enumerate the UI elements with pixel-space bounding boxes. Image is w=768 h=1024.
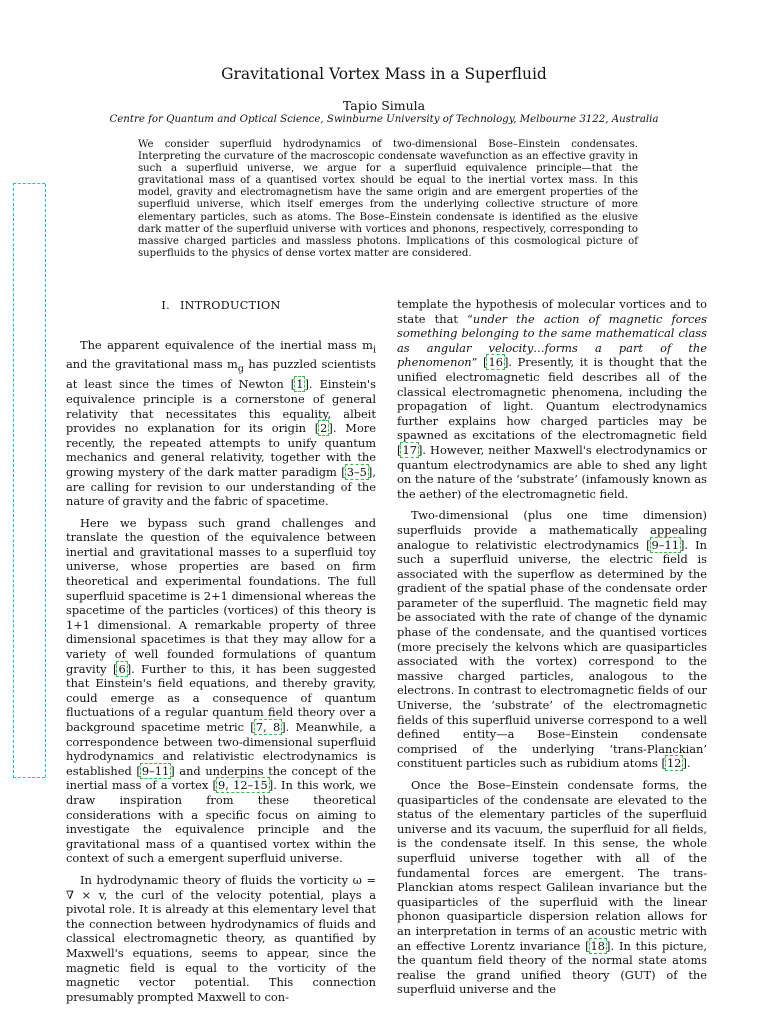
paragraph: Once the Bose–Einstein condensate forms, the quasiparticles of the condensate are elevated to the status of the elementary particles of the superfluid universe and its vacuum, the superfluid for all fields, is the condensate itself. In this sense, the whole superfluid universe together with all of the fundamental forces are emergent. The trans-Planckian atoms respect Galilean invariance but the quasiparticles of the superfluid with the linear phonon quasiparticle dispersion relation allows for an interpretation in terms of an acoustic metric with an effective Lorentz invariance [18]. In this picture, the quantum field theory of the normal state atoms realise the grand unified theory (GUT) of the superfluid universe and the <box>397 778 707 997</box>
right-column <box>397 297 707 1004</box>
citation-link[interactable]: 7, 8 <box>255 720 281 734</box>
citation-link[interactable]: 9–11 <box>141 763 170 778</box>
paper-author: Tapio Simula <box>342 98 426 113</box>
paragraph: template the hypothesis of molecular vortices and to state that “under the action of magnetic forces something belonging to the same mathematical class as angular velocity…forms a part of the phenomenon” [16]. Presently, it is thought that the unified electromagnetic field describes all of the classical electromagnetic phenomena, including the propagation of light. Quantum electrodynamics further explains how charged particles may be spawned as excitations of the electromagnetic field [17]. However, neither Maxwell's electrodynamics or quantum electrodynamics are able to shed any light on the nature of the ‘substrate’ (infamously known as the aether) of the electromagnetic field. <box>397 297 707 501</box>
citation-link[interactable]: 9–11 <box>651 537 679 552</box>
paragraph: Here we bypass such grand challenges and translate the question of the equivalence between inertial and gravitational masses to a superfluid toy universe, whose properties are based on firm theoretical and experimental foundations. The full superfluid spacetime is 2+1 dimensional whereas the spacetime of the particles (vortices) of this theory is 1+1 dimensional. A remarkable property of three dimensional spacetimes is that they may allow for a variety of well founded formulations of quantum gravity [6]. Further to this, it has been suggested that Einstein's field equations, and thereby gravity, could emerge as a consequence of quantum fluctuations of a regular quantum field theory over a background spacetime metric [7, 8]. Meanwhile, a correspondence between two-dimensional superfluid hydrodynamics and relativistic electrodynamics is established [9–11] and underpins the concept of the inertial mass of a vortex [9, 12–15]. In this work, we draw inspiration from these theoretical considerations with a specific focus on aiming to investigate the equivalence principle and the gravitational mass of a quantised vortex within the context of such a emergent superfluid universe. <box>66 515 376 866</box>
paper-affiliation: Centre for Quantum and Optical Science, Swinburne University of Technology, Melbourne 3122, Australia <box>109 114 659 125</box>
citation-link[interactable]: 3–5 <box>346 464 367 479</box>
citation-link[interactable]: 12 <box>666 756 682 771</box>
citation-link[interactable]: 16 <box>488 355 503 370</box>
citation-link[interactable]: 9, 12–15 <box>217 778 268 793</box>
citation-link[interactable]: 18 <box>590 938 606 953</box>
citation-link[interactable]: 17 <box>402 442 417 457</box>
paper-abstract: We consider superfluid hydrodynamics of two-dimensional Bose–Einstein condensates. Interpreting the curvature of the macroscopic condensate wavefunction as an effective gravity in such a superfluid universe, we argue for a superfluid equivalence principle—that the gravitational mass of a quantised vortex should be equal to the inertial vortex mass. In this model, gravity and electromagnetism have the same origin and are emergent properties of the superfluid universe, which itself emerges from the underlying collective structure of more elementary particles, such as atoms. The Bose–Einstein condensate is identified as the elusive dark matter of the superfluid universe with vortices and phonons, respectively, corresponding to massive charged particles and massless photons. Implications of this cosmological picture of superfluids to the physics of dense vortex matter are considered. <box>138 139 638 259</box>
section-title: INTRODUCTION <box>179 299 281 312</box>
paragraph: Two-dimensional (plus one time dimension) superfluids provide a mathematically appealing analogue to relativistic electrodynamics [9–11]. In such a superfluid universe, the electric field is associated with the superflow as determined by the gradient of the spatial phase of the condensate order parameter of the superfluid. The magnetic field may be associated with the rate of change of the dynamic phase of the condensate, and the quantised vortices (more precisely the kelvons which are quasiparticles associated with the vortex) correspond to the massive charged particles, analogous to the electrons. In contrast to electromagnetic fields of our Universe, the ‘substrate’ of the electromagnetic fields of this superfluid universe correspond to a well defined entity—a Bose–Einstein condensate comprised of the underlying ‘trans-Planckian’ constituent particles such as rubidium atoms [12]. <box>397 508 707 771</box>
maxwell-quote: under the action of magnetic forces something belonging to the same mathematical class as angular velocity…forms a part of the phenomenon <box>397 311 707 370</box>
paragraph: In hydrodynamic theory of fluids the vorticity ω = ∇ × v, the curl of the velocity potential, plays a pivotal role. It is already at this elementary level that the connection between hydrodynamics of fluids and classical electromagnetic theory, as quantified by Maxwell's equations, seems to appear, since the magnetic field is equal to the vorticity of the magnetic vector potential. This connection presumably prompted Maxwell to con- <box>66 872 376 1004</box>
citation-link[interactable]: 6 <box>118 661 126 676</box>
citation-link[interactable]: 2 <box>320 421 328 436</box>
paragraph: The apparent equivalence of the inertial mass $m_i$ and the gravitational mass $m_g$ has puzzled scientists at least since the times of Newton [1]. Einstein's equivalence principle is a cornerstone of general relativity that necessitates this equality, albeit provides no explanation for its origin [2]. More recently, the repeated attempts to unify quantum mechanics and general relativity, together with the growing mystery of the dark matter paradigm [3–5], are calling for revision to our understanding of the nature of gravity and the fabric of spacetime. <box>66 337 376 509</box>
citation-link[interactable]: 1 <box>296 377 304 392</box>
arxiv-sidebar-stamp <box>13 183 45 778</box>
section-heading <box>66 299 376 314</box>
section-number: I. <box>161 299 170 312</box>
left-column <box>66 297 376 1011</box>
paper-title: Gravitational Vortex Mass in a Superfluid <box>221 65 547 83</box>
